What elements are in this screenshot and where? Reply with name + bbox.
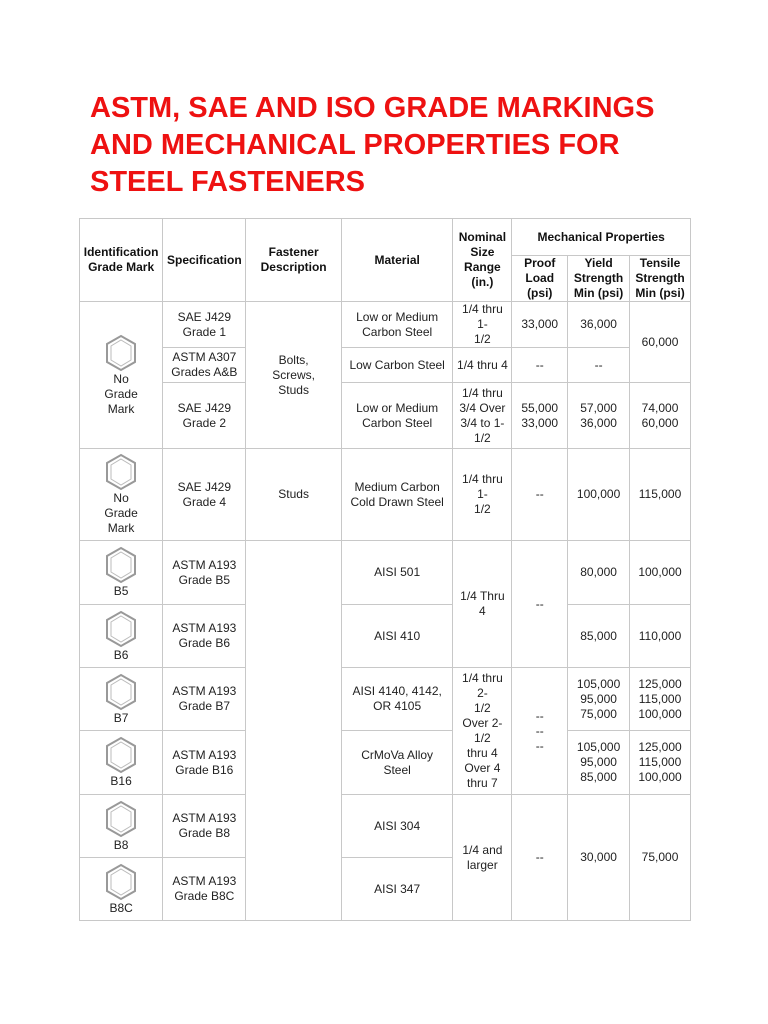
tensile-cell: 100,000 bbox=[630, 541, 691, 605]
header-id-mark: Identification Grade Mark bbox=[80, 219, 163, 302]
header-row-1 bbox=[80, 219, 691, 256]
title-line-1: ASTM, SAE AND ISO GRADE MARKINGS bbox=[90, 92, 655, 124]
spec-cell: ASTM A193 Grade B8 bbox=[163, 795, 246, 858]
spec-cell: ASTM A193 Grade B5 bbox=[163, 541, 246, 605]
material-cell: Low or Medium Carbon Steel bbox=[341, 383, 453, 449]
size-cell: 1/4 thru 2- 1/2 Over 2-1/2 thru 4 Over 4 thru 7 bbox=[453, 668, 512, 795]
proof-cell: -- bbox=[512, 348, 568, 383]
spec-cell: ASTM A193 Grade B7 bbox=[163, 668, 246, 731]
title-line-2: AND MECHANICAL PROPERTIES FOR bbox=[90, 129, 620, 161]
hexagon-icon bbox=[104, 334, 138, 372]
spec-cell: ASTM A307 Grades A&B bbox=[163, 348, 246, 383]
grade-mark-label: B5 bbox=[113, 584, 129, 598]
yield-cell: -- bbox=[568, 348, 630, 383]
tensile-cell: 115,000 bbox=[630, 449, 691, 541]
table-row bbox=[80, 795, 691, 858]
size-cell: 1/4 Thru 4 bbox=[453, 541, 512, 668]
yield-cell: 80,000 bbox=[568, 541, 630, 605]
grade-mark-label: B7 bbox=[113, 710, 129, 725]
hexagon-icon bbox=[104, 610, 138, 648]
material-cell: Low Carbon Steel bbox=[341, 348, 453, 383]
material-cell: AISI 501 bbox=[341, 541, 453, 605]
header-specification: Specification bbox=[163, 219, 246, 302]
tensile-cell: 75,000 bbox=[630, 795, 691, 921]
spec-cell: SAE J429 Grade 4 bbox=[163, 449, 246, 541]
hexagon-icon bbox=[104, 453, 138, 491]
header-material: Material bbox=[341, 219, 453, 302]
grade-mark-label: B8 bbox=[113, 837, 129, 852]
yield-cell: 30,000 bbox=[568, 795, 630, 921]
header-yield-strength: Yield Strength Min (psi) bbox=[568, 256, 630, 302]
hexagon-icon bbox=[104, 546, 138, 584]
header-fastener: Fastener Description bbox=[246, 219, 341, 302]
yield-cell: 57,000 36,000 bbox=[568, 383, 630, 449]
proof-cell: -- bbox=[512, 541, 568, 668]
yield-cell: 105,000 95,000 75,000 bbox=[568, 668, 630, 731]
properties-table bbox=[79, 218, 691, 921]
yield-cell: 36,000 bbox=[568, 302, 630, 348]
title-line-3: STEEL FASTENERS bbox=[90, 166, 366, 198]
tensile-cell: 60,000 bbox=[630, 302, 691, 383]
hexagon-icon bbox=[104, 863, 138, 901]
yield-cell: 85,000 bbox=[568, 605, 630, 668]
table-row bbox=[80, 605, 691, 668]
spec-cell: ASTM A193 Grade B6 bbox=[163, 605, 246, 668]
spec-cell: SAE J429 Grade 2 bbox=[163, 383, 246, 449]
grade-mark-label: B16 bbox=[110, 774, 132, 788]
spec-cell: ASTM A193 Grade B8C bbox=[163, 858, 246, 921]
material-cell: CrMoVa Alloy Steel bbox=[341, 731, 453, 795]
material-cell: AISI 410 bbox=[341, 605, 453, 668]
spec-cell: ASTM A193 Grade B16 bbox=[163, 731, 246, 795]
proof-cell: -- bbox=[512, 795, 568, 921]
yield-cell: 105,000 95,000 85,000 bbox=[568, 731, 630, 795]
material-cell: Medium Carbon Cold Drawn Steel bbox=[341, 449, 453, 541]
material-cell: AISI 4140, 4142, OR 4105 bbox=[341, 668, 453, 731]
grade-mark-cell bbox=[80, 541, 163, 605]
fastener-cell: Studs bbox=[246, 449, 341, 541]
grade-mark-cell bbox=[80, 605, 163, 668]
fastener-cell: Bolts, Screws, Studs bbox=[246, 302, 341, 449]
fastener-cell-empty bbox=[246, 541, 341, 921]
yield-cell: 100,000 bbox=[568, 449, 630, 541]
tensile-cell: 125,000 115,000 100,000 bbox=[630, 668, 691, 731]
page-title bbox=[90, 90, 730, 201]
size-cell: 1/4 thru 1- 1/2 bbox=[453, 302, 512, 348]
spec-cell: SAE J429 Grade 1 bbox=[163, 302, 246, 348]
proof-cell: -- bbox=[512, 449, 568, 541]
grade-mark-cell bbox=[80, 858, 163, 921]
hexagon-icon bbox=[104, 800, 138, 838]
grade-mark-cell bbox=[80, 795, 163, 858]
header-nominal-size: Nominal Size Range (in.) bbox=[453, 219, 512, 302]
tensile-cell: 110,000 bbox=[630, 605, 691, 668]
size-cell: 1/4 thru 1- 1/2 bbox=[453, 449, 512, 541]
tensile-cell: 74,000 60,000 bbox=[630, 383, 691, 449]
grade-mark-label: No Grade Mark bbox=[104, 491, 138, 535]
header-tensile-strength: Tensile Strength Min (psi) bbox=[630, 256, 691, 302]
hexagon-icon bbox=[104, 673, 138, 711]
material-cell: AISI 347 bbox=[341, 858, 453, 921]
size-cell: 1/4 thru 3/4 Over 3/4 to 1- 1/2 bbox=[453, 383, 512, 449]
table-row bbox=[80, 449, 691, 541]
table-row bbox=[80, 541, 691, 605]
grade-mark-cell bbox=[80, 668, 163, 731]
header-proof-load: Proof Load (psi) bbox=[512, 256, 568, 302]
material-cell: AISI 304 bbox=[341, 795, 453, 858]
material-cell: Low or Medium Carbon Steel bbox=[341, 302, 453, 348]
grade-mark-label: B8C bbox=[109, 900, 133, 915]
grade-mark-cell bbox=[80, 731, 163, 795]
proof-cell: 55,000 33,000 bbox=[512, 383, 568, 449]
grade-mark-cell bbox=[80, 302, 163, 449]
grade-mark-cell bbox=[80, 449, 163, 541]
proof-cell: -- -- -- bbox=[512, 668, 568, 795]
table-row bbox=[80, 668, 691, 731]
proof-cell: 33,000 bbox=[512, 302, 568, 348]
hexagon-icon bbox=[104, 736, 138, 774]
tensile-cell: 125,000 115,000 100,000 bbox=[630, 731, 691, 795]
size-cell: 1/4 and larger bbox=[453, 795, 512, 921]
grade-mark-label: No Grade Mark bbox=[104, 371, 138, 416]
table-row bbox=[80, 731, 691, 795]
table-row bbox=[80, 302, 691, 348]
size-cell: 1/4 thru 4 bbox=[453, 348, 512, 383]
header-mechanical-properties: Mechanical Properties bbox=[512, 219, 691, 256]
table-row bbox=[80, 383, 691, 449]
table-row bbox=[80, 348, 691, 383]
grade-mark-label: B6 bbox=[113, 647, 129, 662]
